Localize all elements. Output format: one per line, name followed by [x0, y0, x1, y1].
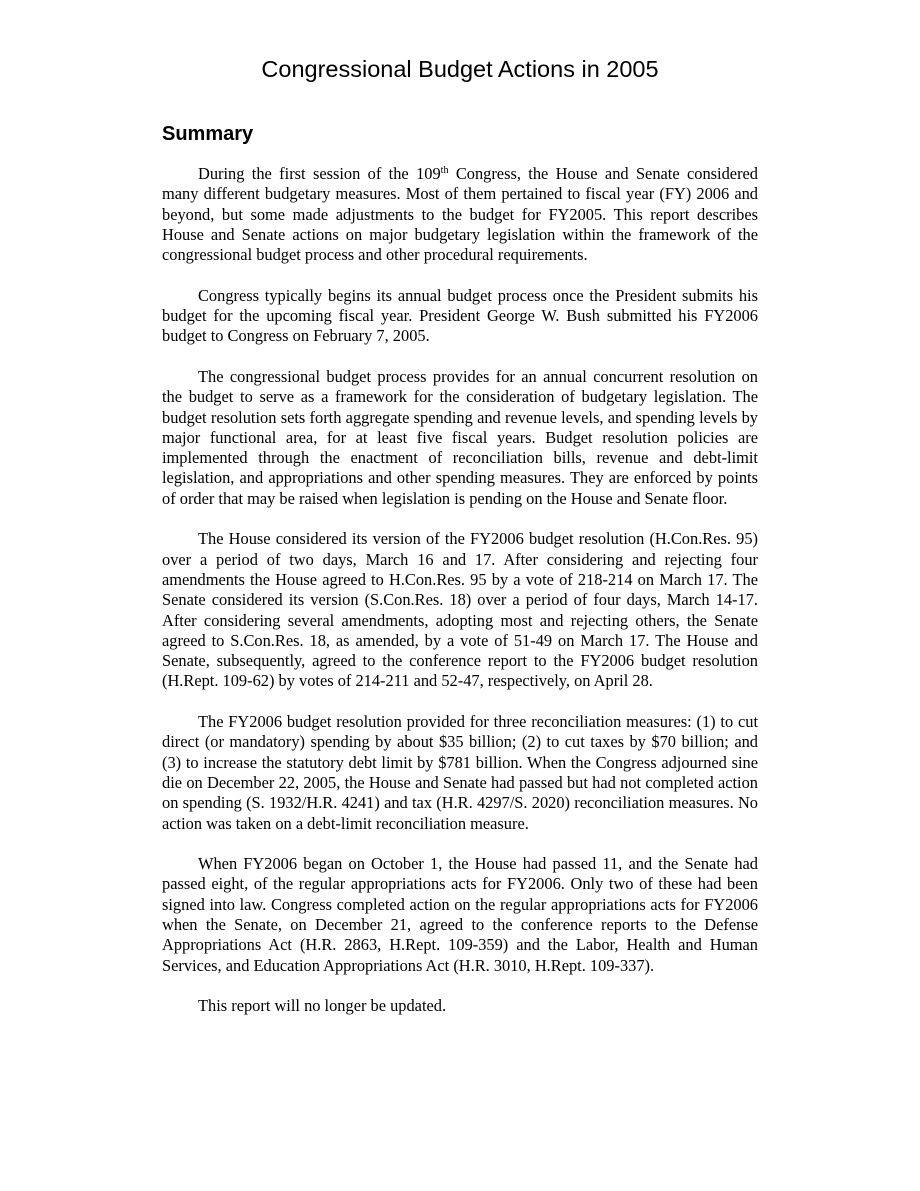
- paragraph-budget-process: The congressional budget process provides for an annual concurrent resolution on the budget to serve as a framework for the consideration of budgetary legislation. The budget resolution sets forth aggregate spending and revenue levels, and spending levels by major functional area, for at least five fiscal years. Budget resolution policies are implemented through the enactment of reconciliation bills, revenue and debt-limit legislation, and appropriations and other spending measures. They are enforced by points of order that may be raised when legislation is pending on the House and Senate floor.: [162, 366, 758, 508]
- summary-heading: Summary: [162, 123, 254, 145]
- paragraph-intro-text-end: Congress, the House and Senate considered many different budgetary measures. Most of them pertained to fiscal year (FY) 2006 and beyond, but some made adjustments to the budget for FY2005. This report describes House and Senate actions on major budgetary legislation within the framework of the congressional budget process and other procedural requirements.: [162, 164, 758, 265]
- ordinal-superscript: th: [440, 165, 449, 176]
- summary-body: [162, 164, 758, 1037]
- paragraph-intro: [162, 164, 758, 265]
- paragraph-reconciliation: The FY2006 budget resolution provided for three reconciliation measures: (1) to cut direct (or mandatory) spending by about $35 billion; (2) to cut taxes by $70 billion; and (3) to increase the statutory debt limit by $781 billion. When the Congress adjourned sine die on December 22, 2005, the House and Senate had passed but had not completed action on spending (S. 1932/H.R. 4241) and tax (H.R. 4297/S. 2020) reconciliation measures. No action was taken on a debt-limit reconciliation measure.: [162, 712, 758, 833]
- paragraph-budget-resolution-votes: The House considered its version of the FY2006 budget resolution (H.Con.Res. 95) over a period of two days, March 16 and 17. After considering and rejecting four amendments the House agreed to H.Con.Res. 95 by a vote of 218-214 on March 17. The Senate considered its version (S.Con.Res. 18) over a period of four days, March 14-17. After considering several amendments, adopting most and rejecting others, the Senate agreed to S.Con.Res. 18, as amended, by a vote of 51-49 on March 17. The House and Senate, subsequently, agreed to the conference report to the FY2006 budget resolution (H.Rept. 109-62) by votes of 214-211 and 52-47, respectively, on April 28.: [162, 529, 758, 691]
- paragraph-no-updates: This report will no longer be updated.: [198, 996, 447, 1016]
- paragraph-appropriations: When FY2006 began on October 1, the House had passed 11, and the Senate had passed eight, of the regular appropriations acts for FY2006. Only two of these had been signed into law. Congress completed action on the regular appropriations acts for FY2006 when the Senate, on December 21, agreed to the conference reports to the Defense Appropriations Act (H.R. 2863, H.Rept. 109-359) and the Labor, Health and Human Services, and Education Appropriations Act (H.R. 3010, H.Rept. 109-337).: [162, 854, 758, 975]
- paragraph-intro-text-start: During the first session of the 109: [198, 164, 441, 183]
- document-title: Congressional Budget Actions in 2005: [261, 56, 659, 82]
- paragraph-president-budget: Congress typically begins its annual budget process once the President submits his budget for the upcoming fiscal year. President George W. Bush submitted his FY2006 budget to Congress on February 7, 2005.: [162, 285, 758, 346]
